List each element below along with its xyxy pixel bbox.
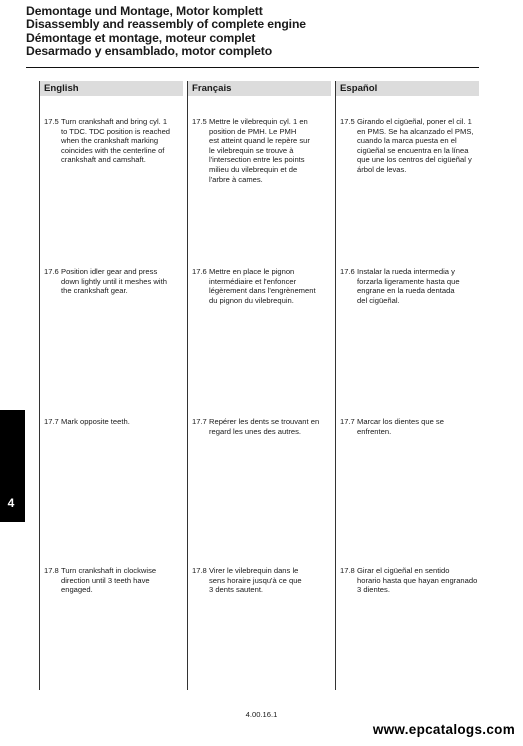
- column-header-french: Français: [188, 81, 331, 96]
- step-number: 17.6: [44, 267, 59, 276]
- step-text: Girando el cigüeñal, poner el cil. 1 en PMS. Se ha alcanzado el PMS, cuando la marca puesta en el cigüeñal se encuentra en la línea que une los centros del cigüeñal y árbol de levas.: [357, 117, 474, 174]
- step-text: Marcar los dientes que se enfrenten.: [357, 417, 444, 436]
- step-number: 17.5: [340, 117, 355, 126]
- column-rule-spanish: [335, 81, 336, 690]
- step-text: Mettre le vilebrequin cyl. 1 en position de PMH. Le PMH est atteint quand le repère sur le vilebrequin se trouve à l'intersection entre les points milieu du vilebrequin et de l'arbre à cames.: [209, 117, 310, 184]
- column-rule-french: [187, 81, 188, 690]
- step-number: 17.8: [340, 566, 355, 575]
- step-text: Turn crankshaft in clockwise direction until 3 teeth have engaged.: [61, 566, 157, 595]
- step-number: 17.7: [192, 417, 207, 426]
- step-text: Mark opposite teeth.: [61, 417, 130, 426]
- column-header-spanish: Español: [336, 81, 479, 96]
- section-tab: [0, 410, 25, 522]
- step-text: Turn crankshaft and bring cyl. 1 to TDC. TDC position is reached when the crankshaft marking coincides with the centerline of crankshaft and camshaft.: [61, 117, 171, 165]
- title-french: Démontage et montage, moteur complet: [26, 30, 256, 45]
- step-text: Girar el cigüeñal en sentido horario hasta que hayan engranado 3 dientes.: [357, 566, 478, 595]
- title-spanish: Desarmado y ensamblado, motor completo: [26, 44, 273, 59]
- column-rule-english: [39, 81, 40, 690]
- step-text: Instalar la rueda intermedia y forzarla ligeramente hasta que engrane en la rueda dentada del cigüeñal.: [357, 267, 460, 305]
- step-text: Mettre en place le pignon intermédiaire et l'enfoncer légèrement dans l'engrènement du pignon du vilebrequin.: [209, 267, 316, 305]
- step-number: 17.7: [44, 417, 59, 426]
- step-number: 17.8: [44, 566, 59, 575]
- step-number: 17.7: [340, 417, 355, 426]
- step-number: 17.8: [192, 566, 207, 575]
- step-text: Position idler gear and press down lightly until it meshes with the crankshaft gear.: [61, 267, 167, 296]
- step-text: Repérer les dents se trouvant en regard les unes des autres.: [209, 417, 320, 436]
- title-divider: [26, 67, 479, 68]
- step-text: Virer le vilebrequin dans le sens horaire jusqu'à ce que 3 dents sautent.: [209, 566, 302, 595]
- watermark: www.epcatalogs.com: [372, 722, 515, 737]
- title-german: Demontage und Montage, Motor komplett: [26, 4, 263, 18]
- step-number: 17.6: [192, 267, 207, 276]
- step-number: 17.5: [44, 117, 59, 126]
- section-tab-number: 4: [7, 496, 15, 510]
- title-english: Disassembly and reassembly of complete engine: [26, 17, 306, 32]
- column-header-english: English: [40, 81, 183, 96]
- page-titles: [26, 5, 486, 59]
- step-number: 17.6: [340, 267, 355, 276]
- page-number: 4.00.16.1: [245, 710, 278, 719]
- step-number: 17.5: [192, 117, 207, 126]
